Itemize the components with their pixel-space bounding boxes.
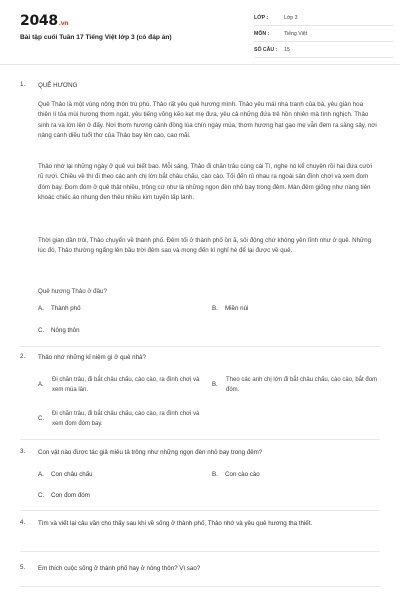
- option-text: Thành phố: [51, 305, 81, 312]
- option-letter: B.: [212, 305, 218, 312]
- option-letter: C.: [38, 492, 45, 499]
- question-1-text: Quê hương Thảo ở đâu?: [38, 288, 107, 295]
- meta-row-class: [254, 10, 394, 26]
- option-text: Miền núi: [225, 305, 249, 312]
- logo-text: 2048: [20, 13, 58, 29]
- question-4: [20, 519, 380, 541]
- question-2: [20, 353, 380, 363]
- meta-value: Lớp 3: [284, 14, 298, 21]
- option-text: Theo các anh chị lớn đi bắt châu chấu, cào cào, bắt đom đóm.: [226, 377, 378, 393]
- meta-key: LỚP :: [254, 14, 269, 21]
- question-number: 2.: [20, 353, 26, 360]
- option-letter: C.: [38, 416, 44, 422]
- divider: [20, 439, 380, 440]
- option-text: Đi chăn trâu, đi bắt châu chấu, cào cào, ra đình chơi và xem múa lân.: [52, 377, 200, 393]
- site-logo[interactable]: [20, 13, 68, 29]
- divider: [20, 346, 380, 347]
- divider: [20, 586, 380, 587]
- option-text: Đi chăn trâu, đi bắt châu chấu, cào cào, ra đình chơi và xem đom đóm bay.: [52, 411, 200, 427]
- meta-table: [254, 10, 394, 58]
- divider: [20, 551, 380, 552]
- option-letter: C.: [38, 327, 45, 334]
- meta-row-subject: [254, 26, 394, 42]
- option-letter: B.: [212, 382, 218, 388]
- q3-option-b[interactable]: [212, 470, 260, 480]
- passage-paragraph-1: Quê Thảo là một vùng nông thôn trù phú. Thảo rất yêu quê hương mình. Thảo yêu mái nhà tranh của bà, yêu giàn hoa thiên lí tỏa mùi hương thơm ngát, yêu tiếng võng kẽo kẹt mẹ đưa, yêu cả những đứa trẻ hồn nhiên mà tình nghịch. Thảo sinh ra và lớn lên ở đấy. Nơi thơm hương cánh đồng lúa chín ngày mùa, thơm hương hạt gạo mẹ vẫn đem ra sàng sảy, nơi nâng cánh diều tuổi thơ của Thảo bay lên cao, cao mãi.: [38, 101, 377, 140]
- question-text: Con vật nào được tác giả miêu tả trông như những ngọn đèn nhỏ bay trong đêm?: [38, 449, 263, 456]
- passage-paragraph-3: Thời gian dần trôi, Thảo chuyển về thành phố. Đêm tối ở thành phố ồn ã, sôi động chứ không yên tĩnh như ở quê. Những lúc đó, Thảo thường ngẩng lên bầu trời đêm sao và mong đến kì nghỉ hè để lại được về quê.: [38, 237, 372, 255]
- option-text: Nông thôn: [51, 327, 80, 334]
- passage-title: QUÊ HƯƠNG: [38, 82, 78, 89]
- q2-option-a[interactable]: [38, 375, 206, 397]
- q1-option-c[interactable]: [38, 326, 80, 336]
- q2-option-b[interactable]: [212, 375, 382, 397]
- question-text: Em thích cuộc sống ở thành phố hay ở nông thôn? Vì sao?: [38, 565, 201, 572]
- question-number: 4.: [20, 519, 26, 526]
- meta-key: MÔN :: [254, 30, 270, 37]
- passage-paragraph-2: Thảo nhớ lại những ngày ở quê vui biết bao. Mỗi sáng, Thảo đi chăn trâu cùng cái Tí, nghe nó kể chuyện rồi hai đứa cười rũ rượi. Chiều về thì đi theo các anh chị lớn bắt châu chấu, cào cào. Tối đến rủ nhau ra ngoài sân đình chơi và xem đom đóm bay. Đom đóm ở quê thật nhiều, trông cứ như là những ngọn đèn nhỏ bay trong đêm. Màn đêm giống như nàng tiên khoác chiếc áo nhung đen thêu nhiều kim tuyến lấp lánh.: [38, 163, 372, 202]
- option-text: Con đom đóm: [51, 492, 90, 499]
- q3-option-a[interactable]: [38, 470, 93, 480]
- option-text: Con cào cào: [225, 471, 260, 478]
- question-number: 3.: [20, 448, 26, 455]
- option-text: Con châu chấu: [51, 471, 93, 478]
- page-header: [0, 0, 400, 65]
- question-5: [20, 564, 380, 574]
- option-letter: A.: [38, 382, 44, 388]
- divider: [20, 510, 380, 511]
- question-number: 5.: [20, 564, 26, 571]
- q3-option-c[interactable]: [38, 491, 90, 501]
- q1-option-a[interactable]: [38, 304, 81, 314]
- q2-option-c[interactable]: [38, 409, 206, 431]
- option-letter: B.: [212, 471, 218, 478]
- document-title: Bài tập cuối Tuần 17 Tiếng Việt lớp 3 (có đáp án): [20, 34, 172, 41]
- option-letter: A.: [38, 305, 44, 312]
- question-text: Tìm và viết lại câu văn cho thấy sau khi về sống ở thành phố, Thảo nhớ và yêu quê hương tha thiết.: [38, 520, 313, 527]
- q1-option-b[interactable]: [212, 304, 248, 314]
- logo-tld: .vn: [58, 20, 69, 27]
- option-letter: A.: [38, 471, 44, 478]
- meta-row-count: [254, 42, 394, 58]
- meta-value: Tiếng Việt: [284, 30, 308, 37]
- meta-value: 15: [284, 46, 290, 53]
- question-text: Thảo nhớ những kỉ niệm gì ở quê nhà?: [38, 354, 146, 361]
- question-number: 1.: [20, 81, 26, 88]
- question-3: [20, 448, 380, 458]
- meta-key: SỐ CÂU :: [254, 46, 278, 53]
- question-1-header: [20, 81, 380, 91]
